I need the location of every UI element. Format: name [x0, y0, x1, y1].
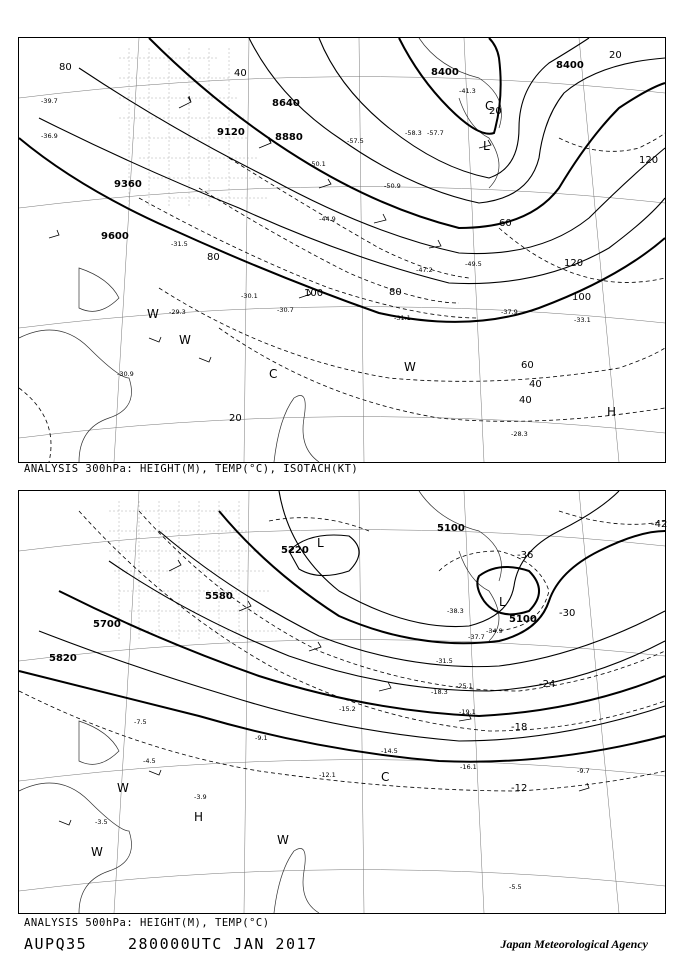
station-values	[41, 87, 591, 438]
station-value: -36.9	[41, 132, 58, 140]
station-value: -28.3	[511, 430, 528, 438]
height-label: 8640	[272, 98, 300, 109]
station-value: -31.1	[394, 314, 411, 322]
cold-marker: C	[381, 770, 390, 784]
low-marker: L	[317, 536, 324, 550]
isotach-label: 100	[304, 288, 324, 299]
station-value: -7.5	[134, 718, 147, 726]
isotach-label: 40	[234, 68, 247, 79]
isotach-label: 80	[389, 287, 402, 298]
isotach-label: 20	[609, 50, 622, 61]
isotach-label: 60	[521, 360, 534, 371]
station-value: -38.3	[447, 607, 464, 615]
temp-label: -24	[539, 679, 556, 690]
station-value: -15.2	[339, 705, 356, 713]
height-label: 5820	[49, 653, 77, 664]
high-marker: H	[607, 405, 617, 419]
station-value: -57.7	[427, 129, 444, 137]
station-value: -9.7	[577, 767, 590, 775]
map-500hpa-canvas	[19, 491, 668, 913]
warm-marker: W	[277, 833, 289, 847]
warm-marker: W	[147, 307, 159, 321]
warm-marker: W	[404, 360, 416, 374]
analysis-time: 280000UTC JAN 2017	[128, 935, 318, 953]
cold-marker: C	[485, 99, 494, 113]
isotach-label: 120	[639, 155, 659, 166]
station-value: -30.7	[277, 306, 294, 314]
isotach-label: 100	[572, 292, 592, 303]
wind-barbs	[49, 96, 494, 362]
station-value: -18.3	[431, 688, 448, 696]
station-value: -44.9	[319, 215, 336, 223]
station-value: -4.5	[143, 757, 156, 765]
station-value: -41.3	[459, 87, 476, 95]
height-label: 8880	[275, 132, 303, 143]
station-value: -50.9	[384, 182, 401, 190]
isotach-label: 20	[489, 106, 502, 117]
station-value: -25.1	[456, 682, 473, 690]
station-value: -49.5	[465, 260, 482, 268]
isotach-label: 40	[519, 395, 532, 406]
warm-marker: W	[117, 781, 129, 795]
station-value: -31.5	[171, 240, 188, 248]
height-label: 5100	[509, 614, 537, 625]
height-label: 9360	[114, 179, 142, 190]
station-value: -47.2	[416, 266, 433, 274]
isotach-label: 120	[564, 258, 584, 269]
station-value: -3.9	[194, 793, 207, 801]
station-value: -34.9	[486, 627, 503, 635]
station-value: -14.5	[381, 747, 398, 755]
temp-label: -36	[517, 550, 534, 561]
height-label: 5580	[205, 591, 233, 602]
map-500hpa	[18, 490, 666, 914]
isotach-labels	[59, 50, 658, 424]
height-label: 5100	[437, 523, 465, 534]
temp-label: -42	[651, 519, 668, 530]
warm-marker: W	[91, 845, 103, 859]
station-value: -39.7	[41, 97, 58, 105]
caption-300hpa: ANALYSIS 300hPa: HEIGHT(M), TEMP(°C), ISOTACH(KT)	[24, 463, 359, 475]
station-value: -30.9	[117, 370, 134, 378]
station-value: -30.1	[241, 292, 258, 300]
station-value: -33.1	[574, 316, 591, 324]
low-marker: L	[499, 595, 506, 609]
isotach-label: 80	[207, 252, 220, 263]
isotach-label: 80	[59, 62, 72, 73]
height-label: 8400	[431, 67, 459, 78]
height-label: 8400	[556, 60, 584, 71]
station-value: -50.1	[309, 160, 326, 168]
height-label: 5700	[93, 619, 121, 630]
temp-label: -30	[559, 608, 576, 619]
cold-marker: C	[269, 367, 278, 381]
hatched-area	[109, 501, 279, 641]
station-value: -16.1	[460, 763, 477, 771]
isotach-label: 60	[499, 218, 512, 229]
isotach-label: 40	[529, 379, 542, 390]
height-label: 9120	[217, 127, 245, 138]
graticule	[19, 491, 668, 913]
station-value: -5.5	[509, 883, 522, 891]
station-value: -37.7	[468, 633, 485, 641]
isotach-label: 20	[229, 413, 242, 424]
height-label: 9600	[101, 231, 129, 242]
station-value: -3.5	[95, 818, 108, 826]
station-value: -9.1	[255, 734, 268, 742]
low-marker: L	[483, 139, 490, 153]
system-markers	[91, 536, 506, 859]
station-value: -37.9	[501, 308, 518, 316]
height-label: 5220	[281, 545, 309, 556]
product-code: AUPQ35	[24, 935, 88, 953]
map-300hpa-canvas	[19, 38, 665, 462]
station-value: -19.1	[459, 708, 476, 716]
temp-label: -12	[511, 783, 528, 794]
station-value: -31.5	[436, 657, 453, 665]
station-value: -58.3	[405, 129, 422, 137]
caption-500hpa: ANALYSIS 500hPa: HEIGHT(M), TEMP(°C)	[24, 917, 270, 929]
map-300hpa	[18, 37, 666, 463]
agency-name: Japan Meteorological Agency	[500, 937, 648, 951]
warm-marker: W	[179, 333, 191, 347]
station-value: -29.3	[169, 308, 186, 316]
station-value: -57.5	[347, 137, 364, 145]
coastline	[19, 38, 502, 462]
high-marker: H	[194, 810, 204, 824]
station-value: -12.1	[319, 771, 336, 779]
temp-label: -18	[511, 722, 528, 733]
